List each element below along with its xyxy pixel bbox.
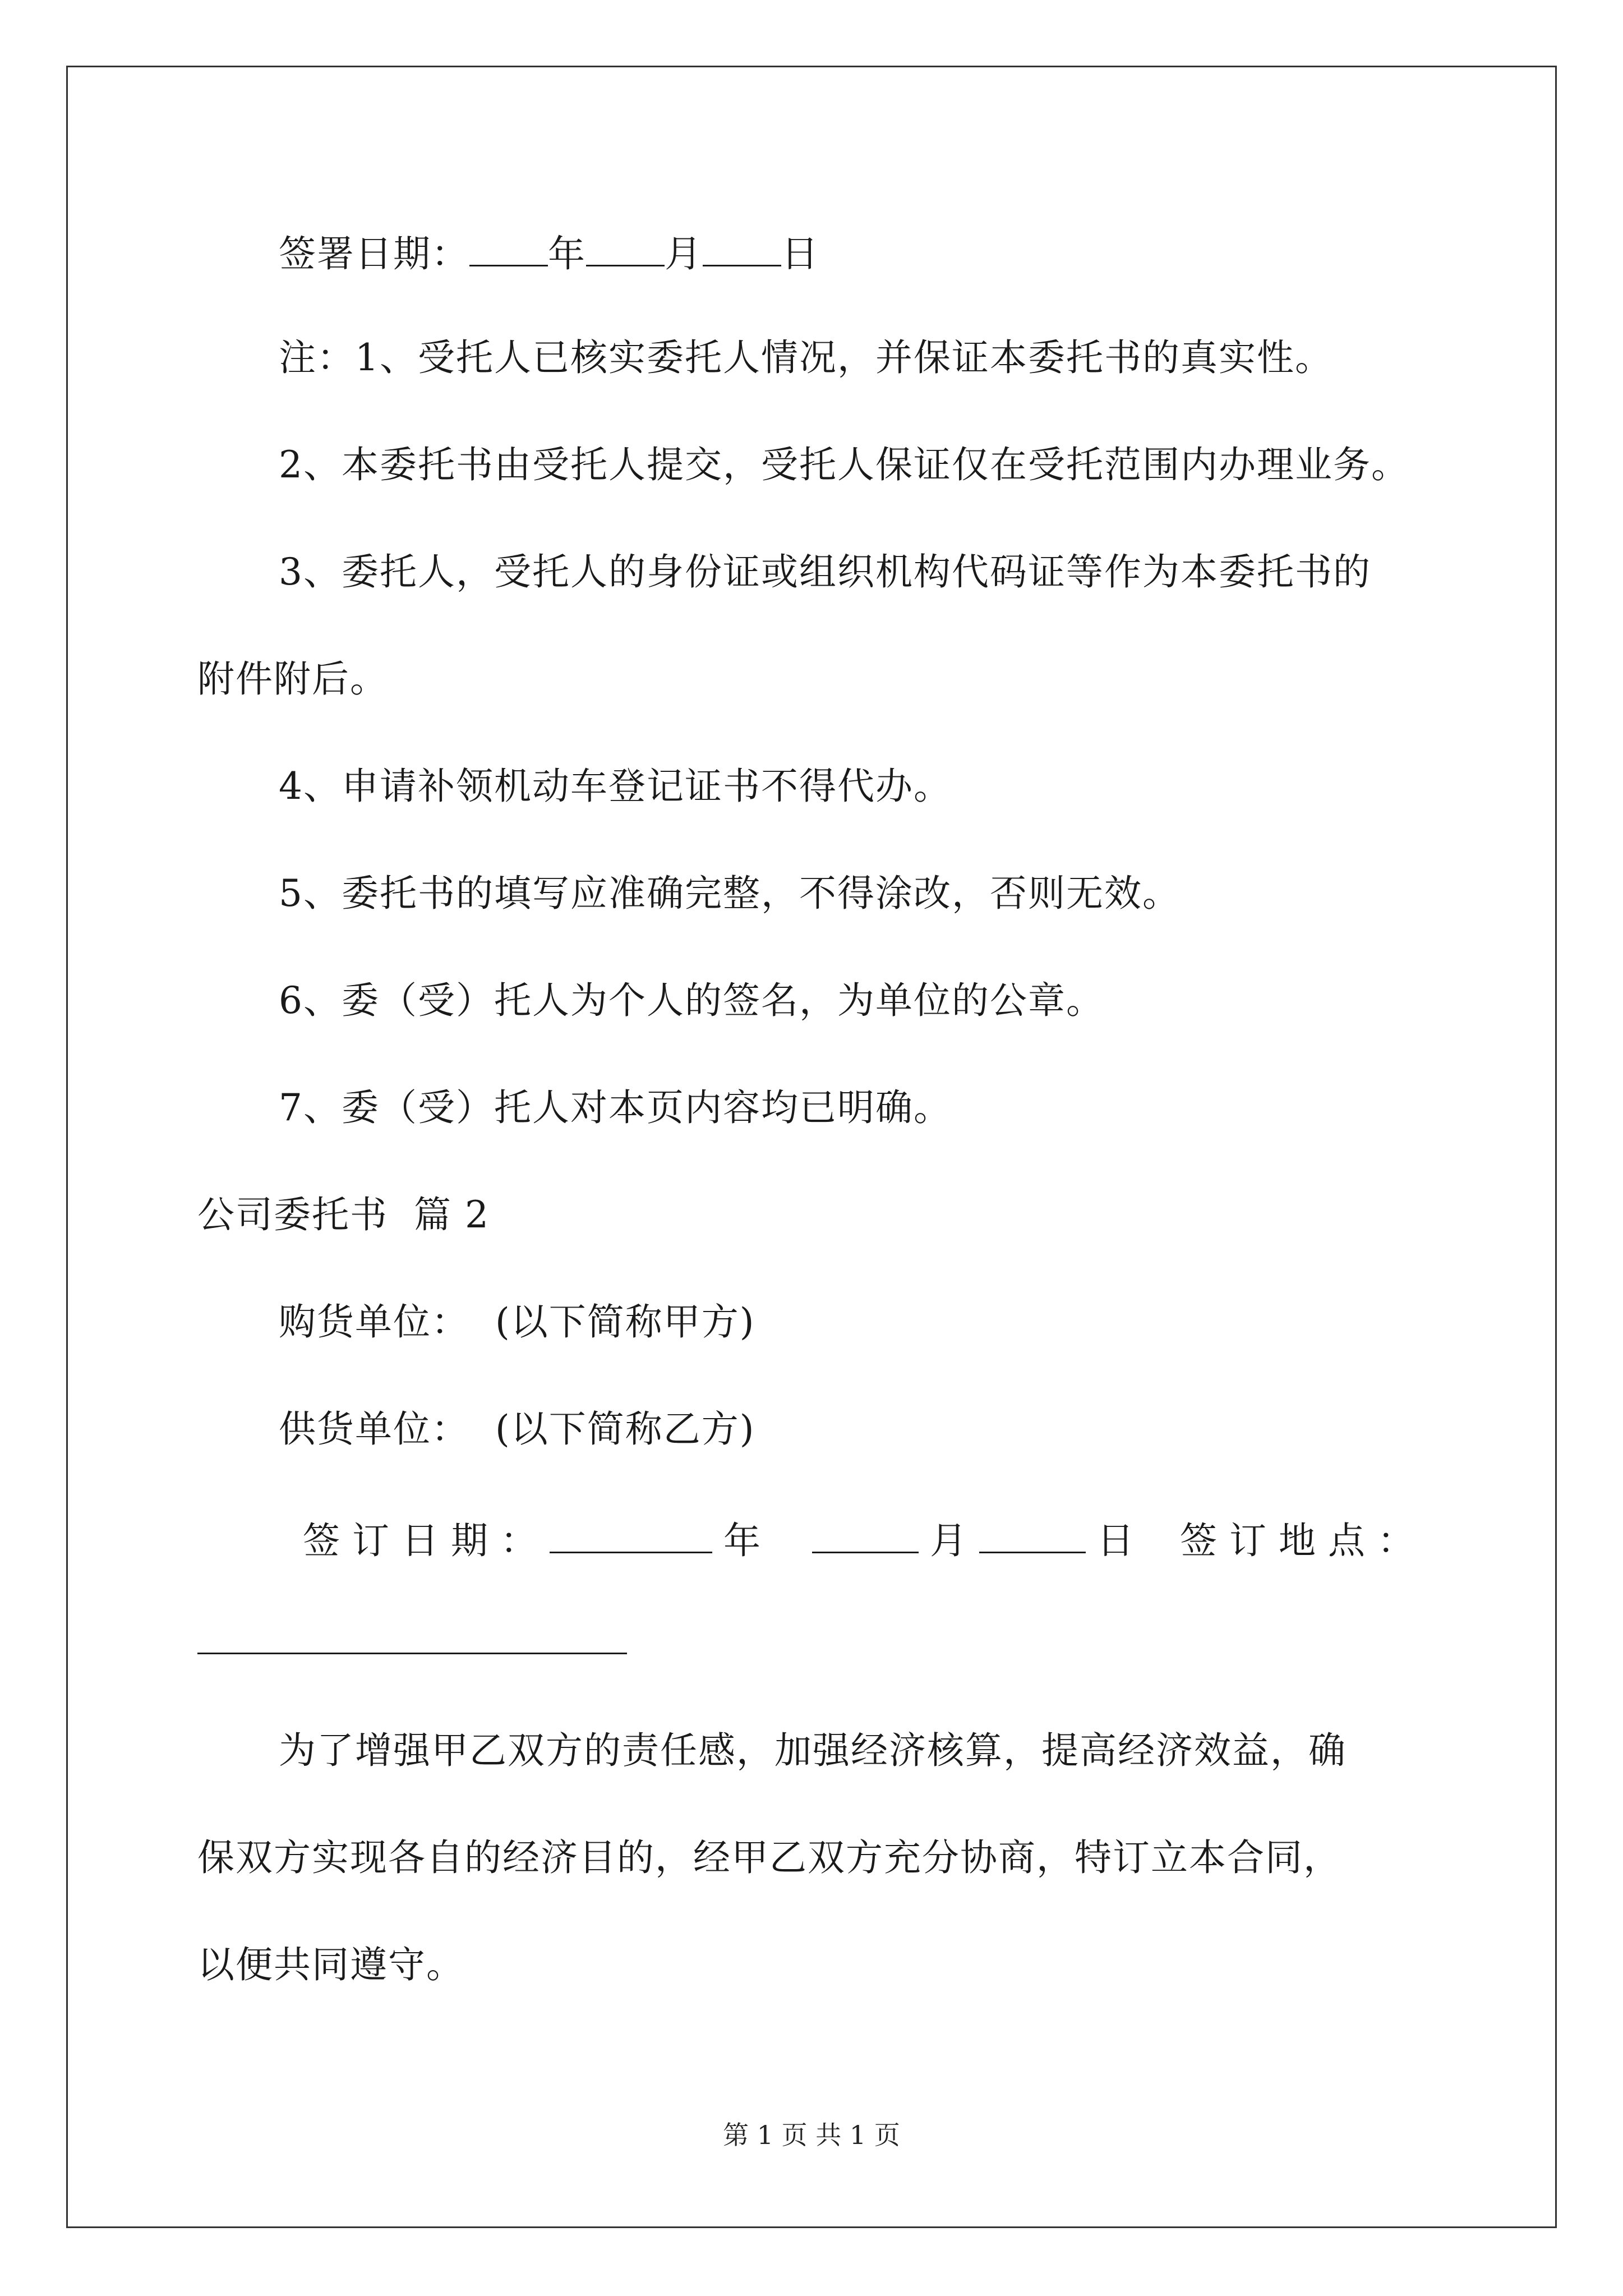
section-title: 公司委托书 篇 2 — [197, 1193, 490, 1236]
contract-day-label: 日 — [1097, 1519, 1146, 1562]
month-label: 月 — [665, 232, 703, 275]
note-3-line-2: 附件附后。 — [197, 657, 388, 701]
intro-paragraph-line-1: 为了增强甲乙双方的责任感，加强经济核算，提高经济效益，确 — [279, 1729, 1347, 1772]
note-6: 6、委（受）托人为个人的签名，为单位的公章。 — [279, 979, 1104, 1022]
sign-date-label: 签署日期： — [279, 232, 469, 275]
intro-paragraph-line-2: 保双方实现各自的经济目的，经甲乙双方充分协商，特订立本合同， — [197, 1836, 1341, 1879]
month-blank — [586, 231, 665, 266]
buyer-line: 购货单位： (以下简称甲方) — [279, 1300, 755, 1343]
contract-year-blank — [550, 1518, 712, 1553]
contract-month-label: 月 — [930, 1519, 979, 1562]
note-1: 注：1、受托人已核实委托人情况，并保证本委托书的真实性。 — [279, 336, 1333, 379]
note-7: 7、委（受）托人对本页内容均已明确。 — [279, 1086, 952, 1129]
contract-place-label: 签订地点： — [1180, 1519, 1427, 1562]
note-4: 4、申请补领机动车登记证书不得代办。 — [279, 765, 952, 808]
note-5: 5、委托书的填写应准确完整，不得涂改，否则无效。 — [279, 872, 1181, 915]
contract-date-line — [303, 1518, 1427, 1562]
contract-year-label: 年 — [723, 1519, 773, 1562]
sign-date-line — [279, 231, 819, 273]
contract-date-label: 签订日期： — [303, 1519, 550, 1562]
contract-day-blank — [979, 1518, 1086, 1553]
page-border — [66, 66, 1557, 2228]
year-label: 年 — [548, 232, 586, 275]
year-blank — [469, 231, 548, 266]
note-2: 2、本委托书由受托人提交，受托人保证仅在受托范围内办理业务。 — [279, 443, 1409, 486]
page-footer: 第 1 页 共 1 页 — [723, 2120, 900, 2150]
day-label: 日 — [781, 232, 819, 275]
place-blank-line — [197, 1653, 627, 1654]
supplier-line: 供货单位： (以下简称乙方) — [279, 1407, 755, 1451]
contract-month-blank — [812, 1518, 919, 1553]
intro-paragraph-line-3: 以便共同遵守。 — [197, 1943, 464, 1986]
day-blank — [703, 231, 781, 266]
note-3-line-1: 3、委托人，受托人的身份证或组织机构代码证等作为本委托书的 — [279, 550, 1371, 593]
